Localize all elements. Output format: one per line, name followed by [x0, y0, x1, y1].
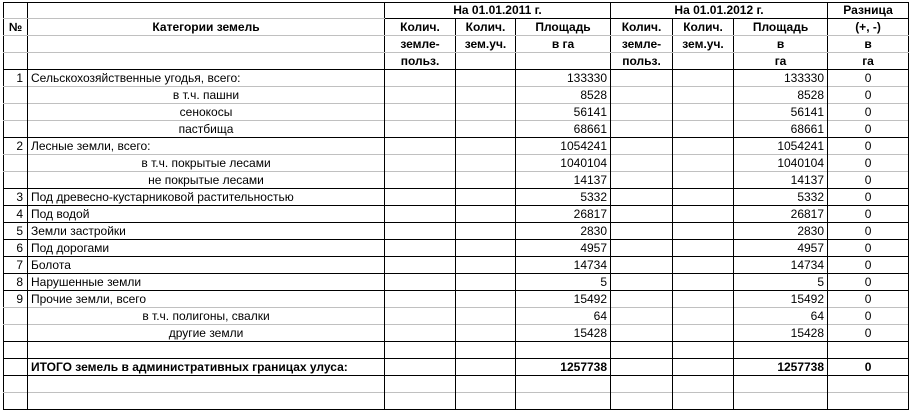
plots-2012-header-line2[interactable]: зем.уч.	[673, 36, 734, 53]
category-label-cell[interactable]	[28, 342, 385, 359]
category-label-cell[interactable]: Под древесно-кустарниковой растительностью	[28, 189, 385, 206]
row-number-cell[interactable]: 3	[4, 189, 28, 206]
landusers-2011-cell[interactable]	[385, 70, 456, 87]
landusers-2011-cell[interactable]	[385, 393, 456, 410]
plots-2012-cell[interactable]	[673, 257, 734, 274]
landusers-2012-cell[interactable]	[611, 274, 673, 291]
landusers-2012-cell[interactable]	[611, 87, 673, 104]
plots-2012-cell[interactable]	[673, 376, 734, 393]
category-header-spacer[interactable]	[28, 3, 385, 19]
category-label-cell[interactable]: Сельскохозяйственные угодья, всего:	[28, 70, 385, 87]
plots-2011-cell[interactable]	[456, 291, 516, 308]
landusers-2012-cell[interactable]	[611, 291, 673, 308]
difference-cell[interactable]: 0	[828, 206, 909, 223]
landusers-2011-cell[interactable]	[385, 206, 456, 223]
table-row	[4, 342, 909, 359]
plots-2011-cell[interactable]	[456, 325, 516, 342]
plots-2012-header[interactable]: Колич.	[673, 19, 734, 36]
plots-2012-cell[interactable]	[673, 172, 734, 189]
area-2012-cell[interactable]: 68661	[734, 121, 828, 138]
area-2012-cell[interactable]	[734, 393, 828, 410]
difference-header[interactable]: Разница	[828, 3, 909, 19]
table-row	[4, 325, 909, 342]
plots-2011-cell[interactable]	[456, 206, 516, 223]
area-2011-cell[interactable]: 14734	[516, 257, 611, 274]
plots-2011-cell[interactable]	[456, 240, 516, 257]
row-number-cell[interactable]	[4, 104, 28, 121]
landusers-2011-header[interactable]: Колич.	[385, 19, 456, 36]
landusers-2011-cell[interactable]	[385, 308, 456, 325]
difference-cell[interactable]: 0	[828, 121, 909, 138]
landusers-2012-cell[interactable]	[611, 308, 673, 325]
landusers-2011-cell[interactable]	[385, 223, 456, 240]
area-2011-cell[interactable]: 5332	[516, 189, 611, 206]
plots-2011-cell[interactable]	[456, 342, 516, 359]
landusers-2012-cell[interactable]	[611, 155, 673, 172]
plots-2012-cell[interactable]	[673, 155, 734, 172]
landusers-2012-cell[interactable]	[611, 359, 673, 376]
area-2012-cell[interactable]: 8528	[734, 87, 828, 104]
header-row-sub2	[4, 53, 909, 70]
row-number-cell[interactable]: 1	[4, 70, 28, 87]
area-2011-header-line2[interactable]: в га	[516, 36, 611, 53]
row-number-cell[interactable]: 9	[4, 291, 28, 308]
category-label-cell[interactable]	[28, 376, 385, 393]
area-2011-cell[interactable]: 4957	[516, 240, 611, 257]
landusers-2011-cell[interactable]	[385, 359, 456, 376]
table-row	[4, 172, 909, 189]
difference-header-line2[interactable]: в	[828, 36, 909, 53]
plots-2011-header[interactable]: Колич.	[456, 19, 516, 36]
landusers-2011-cell[interactable]	[385, 342, 456, 359]
num-column-header[interactable]: №	[4, 19, 28, 36]
difference-sign-header[interactable]: (+, -)	[828, 19, 909, 36]
difference-header-line3[interactable]: га	[828, 53, 909, 70]
area-2011-cell[interactable]: 14137	[516, 172, 611, 189]
area-2011-header[interactable]: Площадь	[516, 19, 611, 36]
plots-2011-cell[interactable]	[456, 121, 516, 138]
plots-2011-header-line3[interactable]	[456, 53, 516, 70]
table-row	[4, 223, 909, 240]
difference-cell[interactable]: 0	[828, 240, 909, 257]
table-row	[4, 138, 909, 155]
table-row	[4, 189, 909, 206]
row-number-cell[interactable]	[4, 393, 28, 410]
plots-2012-cell[interactable]	[673, 308, 734, 325]
landusers-2012-cell[interactable]	[611, 342, 673, 359]
area-2012-cell[interactable]: 133330	[734, 70, 828, 87]
landusers-2011-header-line3[interactable]: польз.	[385, 53, 456, 70]
plots-2011-cell[interactable]	[456, 376, 516, 393]
area-2012-cell[interactable]	[734, 342, 828, 359]
difference-cell[interactable]: 0	[828, 70, 909, 87]
category-label-cell[interactable]: в т.ч. покрытые лесами	[28, 155, 385, 172]
landusers-2012-cell[interactable]	[611, 70, 673, 87]
plots-2012-cell[interactable]	[673, 393, 734, 410]
table-row	[4, 308, 909, 325]
landusers-2011-header-line2[interactable]: земле-	[385, 36, 456, 53]
plots-2011-cell[interactable]	[456, 223, 516, 240]
land-categories-table	[3, 2, 909, 410]
table-row	[4, 104, 909, 121]
plots-2011-cell[interactable]	[456, 104, 516, 121]
landusers-2012-header-line3[interactable]: польз.	[611, 53, 673, 70]
area-2011-cell[interactable]: 1257738	[516, 359, 611, 376]
row-number-cell[interactable]: 4	[4, 206, 28, 223]
table-row	[4, 240, 909, 257]
landusers-2012-cell[interactable]	[611, 172, 673, 189]
table-header	[4, 3, 909, 70]
plots-2011-cell[interactable]	[456, 257, 516, 274]
area-2011-header-line3[interactable]	[516, 53, 611, 70]
difference-cell[interactable]: 0	[828, 308, 909, 325]
plots-2011-cell[interactable]	[456, 359, 516, 376]
difference-cell[interactable]: 0	[828, 104, 909, 121]
row-number-cell[interactable]	[4, 359, 28, 376]
category-label-cell[interactable]: в т.ч. полигоны, свалки	[28, 308, 385, 325]
area-2011-cell[interactable]	[516, 393, 611, 410]
category-label-cell[interactable]: не покрытые лесами	[28, 172, 385, 189]
header-row-sub1	[4, 36, 909, 53]
plots-2011-cell[interactable]	[456, 70, 516, 87]
header-row-labels	[4, 19, 909, 36]
difference-cell[interactable]	[828, 342, 909, 359]
landusers-2012-cell[interactable]	[611, 393, 673, 410]
landusers-2012-header[interactable]: Колич.	[611, 19, 673, 36]
header-row-groups	[4, 3, 909, 19]
plots-2012-cell[interactable]	[673, 342, 734, 359]
row-number-cell[interactable]: 2	[4, 138, 28, 155]
area-2011-cell[interactable]: 133330	[516, 70, 611, 87]
plots-2012-cell[interactable]	[673, 274, 734, 291]
category-label-cell[interactable]: Под водой	[28, 206, 385, 223]
landusers-2011-cell[interactable]	[385, 325, 456, 342]
row-number-cell[interactable]	[4, 308, 28, 325]
category-label-cell[interactable]: Лесные земли, всего:	[28, 138, 385, 155]
area-2012-cell[interactable]: 1054241	[734, 138, 828, 155]
plots-2012-cell[interactable]	[673, 291, 734, 308]
landusers-2011-cell[interactable]	[385, 240, 456, 257]
table-row	[4, 70, 909, 87]
landusers-2012-cell[interactable]	[611, 325, 673, 342]
row-number-cell[interactable]: 5	[4, 223, 28, 240]
category-header-spacer[interactable]	[28, 36, 385, 53]
row-number-cell[interactable]: 7	[4, 257, 28, 274]
difference-cell[interactable]: 0	[828, 291, 909, 308]
category-column-header[interactable]: Категории земель	[28, 19, 385, 36]
landusers-2012-cell[interactable]	[611, 206, 673, 223]
plots-2012-cell[interactable]	[673, 189, 734, 206]
plots-2011-header-line2[interactable]: зем.уч.	[456, 36, 516, 53]
table-row	[4, 376, 909, 393]
row-number-cell[interactable]	[4, 325, 28, 342]
area-2011-cell[interactable]: 26817	[516, 206, 611, 223]
area-2011-cell[interactable]: 15492	[516, 291, 611, 308]
area-2012-cell[interactable]	[734, 376, 828, 393]
table-row	[4, 257, 909, 274]
landusers-2011-cell[interactable]	[385, 189, 456, 206]
area-2011-cell[interactable]: 64	[516, 308, 611, 325]
category-label-cell[interactable]: Прочие земли, всего	[28, 291, 385, 308]
landusers-2012-cell[interactable]	[611, 223, 673, 240]
difference-cell[interactable]: 0	[828, 257, 909, 274]
area-2011-cell[interactable]: 56141	[516, 104, 611, 121]
area-2011-cell[interactable]: 68661	[516, 121, 611, 138]
area-2011-cell[interactable]: 2830	[516, 223, 611, 240]
difference-cell[interactable]: 0	[828, 155, 909, 172]
area-2012-cell[interactable]: 1040104	[734, 155, 828, 172]
plots-2011-cell[interactable]	[456, 155, 516, 172]
plots-2012-cell[interactable]	[673, 70, 734, 87]
area-2012-cell[interactable]: 2830	[734, 223, 828, 240]
landusers-2012-cell[interactable]	[611, 376, 673, 393]
category-label-cell[interactable]: в т.ч. пашни	[28, 87, 385, 104]
category-label-cell[interactable]: Земли застройки	[28, 223, 385, 240]
plots-2012-cell[interactable]	[673, 138, 734, 155]
plots-2012-cell[interactable]	[673, 104, 734, 121]
landusers-2011-cell[interactable]	[385, 257, 456, 274]
plots-2012-cell[interactable]	[673, 325, 734, 342]
landusers-2012-cell[interactable]	[611, 121, 673, 138]
difference-cell[interactable]	[828, 376, 909, 393]
landusers-2011-cell[interactable]	[385, 138, 456, 155]
row-number-cell[interactable]	[4, 172, 28, 189]
area-2012-cell[interactable]: 15492	[734, 291, 828, 308]
category-label-cell[interactable]	[28, 393, 385, 410]
area-2011-cell[interactable]: 1040104	[516, 155, 611, 172]
area-2012-cell[interactable]: 5332	[734, 189, 828, 206]
plots-2011-cell[interactable]	[456, 189, 516, 206]
table-row	[4, 291, 909, 308]
plots-2011-cell[interactable]	[456, 274, 516, 291]
plots-2012-cell[interactable]	[673, 240, 734, 257]
row-number-cell[interactable]	[4, 87, 28, 104]
difference-cell[interactable]: 0	[828, 172, 909, 189]
area-2011-cell[interactable]	[516, 342, 611, 359]
category-label-cell[interactable]: сенокосы	[28, 104, 385, 121]
area-2011-cell[interactable]	[516, 376, 611, 393]
table-row	[4, 206, 909, 223]
area-2012-cell[interactable]: 26817	[734, 206, 828, 223]
landusers-2011-cell[interactable]	[385, 172, 456, 189]
plots-2011-cell[interactable]	[456, 87, 516, 104]
difference-cell[interactable]: 0	[828, 138, 909, 155]
plots-2012-cell[interactable]	[673, 359, 734, 376]
table-body	[4, 70, 909, 410]
row-number-cell[interactable]: 6	[4, 240, 28, 257]
table-row	[4, 393, 909, 410]
landusers-2012-header-line2[interactable]: земле-	[611, 36, 673, 53]
plots-2012-cell[interactable]	[673, 206, 734, 223]
difference-cell[interactable]	[828, 393, 909, 410]
difference-cell[interactable]: 0	[828, 223, 909, 240]
row-number-cell[interactable]	[4, 376, 28, 393]
row-number-cell[interactable]	[4, 121, 28, 138]
category-label-cell[interactable]: другие земли	[28, 325, 385, 342]
area-2012-cell[interactable]: 64	[734, 308, 828, 325]
category-label-cell[interactable]: Нарушенные земли	[28, 274, 385, 291]
landusers-2012-cell[interactable]	[611, 257, 673, 274]
plots-2011-cell[interactable]	[456, 308, 516, 325]
table-row	[4, 274, 909, 291]
difference-cell[interactable]: 0	[828, 87, 909, 104]
category-label-cell[interactable]: ИТОГО земель в административных границах улуса:	[28, 359, 385, 376]
area-2011-cell[interactable]: 15428	[516, 325, 611, 342]
difference-cell[interactable]: 0	[828, 189, 909, 206]
plots-2012-header-line3[interactable]	[673, 53, 734, 70]
category-label-cell[interactable]: пастбища	[28, 121, 385, 138]
area-2012-cell[interactable]: 56141	[734, 104, 828, 121]
plots-2012-cell[interactable]	[673, 223, 734, 240]
area-2012-header-line2[interactable]: в	[734, 36, 828, 53]
area-2012-header-line3[interactable]: га	[734, 53, 828, 70]
num-header-spacer[interactable]	[4, 36, 28, 53]
area-2011-cell[interactable]: 1054241	[516, 138, 611, 155]
area-2012-cell[interactable]: 15428	[734, 325, 828, 342]
landusers-2011-cell[interactable]	[385, 376, 456, 393]
difference-cell[interactable]: 0	[828, 274, 909, 291]
category-label-cell[interactable]: Под дорогами	[28, 240, 385, 257]
num-header-spacer[interactable]	[4, 3, 28, 19]
category-label-cell[interactable]: Болота	[28, 257, 385, 274]
plots-2012-cell[interactable]	[673, 121, 734, 138]
plots-2011-cell[interactable]	[456, 172, 516, 189]
difference-cell[interactable]: 0	[828, 325, 909, 342]
landusers-2012-cell[interactable]	[611, 240, 673, 257]
landusers-2011-cell[interactable]	[385, 291, 456, 308]
row-number-cell[interactable]: 8	[4, 274, 28, 291]
landusers-2011-cell[interactable]	[385, 104, 456, 121]
landusers-2012-cell[interactable]	[611, 104, 673, 121]
plots-2012-cell[interactable]	[673, 87, 734, 104]
total-row	[4, 359, 909, 376]
landusers-2011-cell[interactable]	[385, 121, 456, 138]
area-2011-cell[interactable]: 5	[516, 274, 611, 291]
landusers-2011-cell[interactable]	[385, 274, 456, 291]
row-number-cell[interactable]	[4, 155, 28, 172]
area-2012-cell[interactable]: 4957	[734, 240, 828, 257]
table-row	[4, 155, 909, 172]
area-2012-cell[interactable]: 14137	[734, 172, 828, 189]
table-row	[4, 87, 909, 104]
landusers-2011-cell[interactable]	[385, 87, 456, 104]
area-2012-cell[interactable]: 5	[734, 274, 828, 291]
area-2012-header[interactable]: Площадь	[734, 19, 828, 36]
difference-cell[interactable]: 0	[828, 359, 909, 376]
plots-2011-cell[interactable]	[456, 393, 516, 410]
landusers-2012-cell[interactable]	[611, 189, 673, 206]
area-2012-cell[interactable]: 1257738	[734, 359, 828, 376]
row-number-cell[interactable]	[4, 342, 28, 359]
category-header-spacer[interactable]	[28, 53, 385, 70]
plots-2011-cell[interactable]	[456, 138, 516, 155]
landusers-2011-cell[interactable]	[385, 155, 456, 172]
year-2012-header[interactable]: На 01.01.2012 г.	[611, 3, 828, 19]
area-2012-cell[interactable]: 14734	[734, 257, 828, 274]
num-header-spacer[interactable]	[4, 53, 28, 70]
landusers-2012-cell[interactable]	[611, 138, 673, 155]
year-2011-header[interactable]: На 01.01.2011 г.	[385, 3, 611, 19]
table-row	[4, 121, 909, 138]
area-2011-cell[interactable]: 8528	[516, 87, 611, 104]
